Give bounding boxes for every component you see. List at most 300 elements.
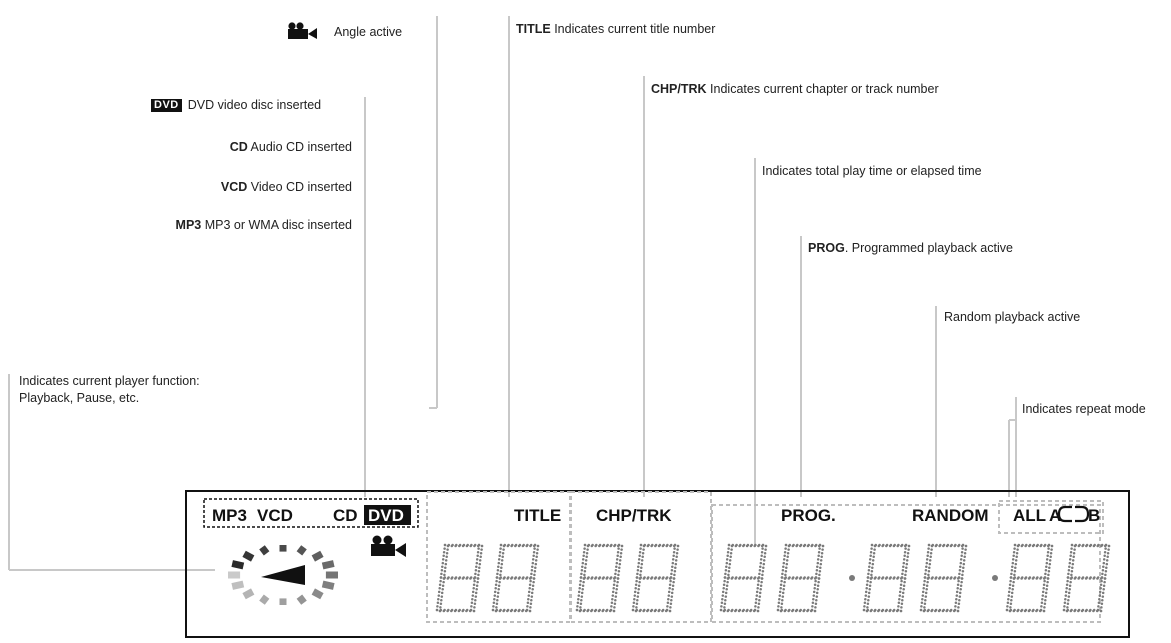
segment-dot [1100, 610, 1103, 613]
segment-dot [465, 610, 468, 613]
segment-dot [1092, 610, 1095, 613]
segment-dot [496, 573, 499, 576]
segment-dot [479, 556, 482, 559]
segment-dot [1051, 545, 1054, 548]
segment-dot [877, 577, 880, 580]
segment-dot [960, 581, 963, 584]
segment-dot [1024, 545, 1027, 548]
segment-dot [1039, 610, 1042, 613]
segment-dot [672, 562, 675, 565]
disc-ring-segment [299, 597, 304, 603]
segment-dot [1064, 598, 1067, 601]
segment-dot [640, 544, 643, 547]
segment-dot [734, 577, 737, 580]
segment-dot [958, 573, 961, 576]
segment-dot [897, 605, 900, 608]
segment-dot [780, 583, 783, 586]
segment-dot [1105, 544, 1108, 547]
segment-dot [476, 581, 479, 584]
segment-dot [935, 545, 938, 548]
segment-dot [731, 577, 734, 580]
segment-dot [927, 551, 930, 554]
segment-dot [1063, 605, 1066, 608]
segment-dot [498, 562, 501, 565]
segment-dot [1006, 605, 1009, 608]
segment-dot [881, 610, 884, 613]
segment-dot [727, 551, 730, 554]
segment-dot [792, 545, 795, 548]
segment-dot [784, 610, 787, 613]
segment-dot [605, 577, 608, 580]
segment-dot [958, 603, 961, 606]
segment-dot [817, 562, 820, 565]
segment-dot [583, 551, 586, 554]
segment-dot [1078, 545, 1081, 548]
segment-dot [522, 545, 525, 548]
segment-dot [617, 574, 620, 577]
segment-dot [1088, 610, 1091, 613]
segment-dot [1067, 603, 1070, 606]
segment-dot [815, 603, 818, 606]
segment-dot [872, 556, 875, 559]
segment-dot [1066, 583, 1069, 586]
segment-dot [675, 559, 678, 562]
segment-dot [925, 569, 928, 572]
segment-dot [583, 610, 586, 613]
segment-dot [462, 577, 465, 580]
segment-dot [636, 576, 639, 579]
segment-dot [1092, 577, 1095, 580]
segment-dot [614, 599, 617, 602]
segment-dot [673, 547, 676, 550]
segment-dot [1085, 545, 1088, 548]
segment-dot [959, 592, 962, 595]
segment-dot [803, 545, 806, 548]
segment-dot [1068, 588, 1071, 591]
segment-dot [672, 558, 675, 561]
segment-dot [867, 576, 870, 579]
segment-dot [957, 606, 960, 609]
segment-dot [958, 599, 961, 602]
random-callout-text: Random playback active [944, 310, 1081, 324]
segment-dot [761, 547, 764, 550]
segment-dot [476, 558, 479, 561]
segment-dot [873, 552, 876, 555]
segment-dot [529, 545, 532, 548]
segment-dot [647, 545, 650, 548]
segment-dot [1070, 551, 1073, 554]
segment-dot [729, 563, 732, 566]
segment-dot [615, 569, 618, 572]
segment-dot [578, 591, 581, 594]
segment-dot [728, 570, 731, 573]
segment-dot [1065, 587, 1068, 590]
segment-dot [594, 577, 597, 580]
segment-dot [535, 563, 538, 566]
segment-dot [533, 577, 536, 580]
segment-dot [640, 566, 643, 569]
segment-dot [960, 584, 963, 587]
segment-dot [726, 562, 729, 565]
segment-dot [1043, 610, 1046, 613]
segment-dot [440, 599, 443, 602]
segment-dot [819, 566, 822, 569]
segment-dot [813, 587, 816, 590]
segment-dot [787, 548, 790, 551]
segment-dot [497, 595, 500, 598]
segment-dot [668, 591, 671, 594]
segment-dot [533, 551, 536, 554]
segment-dot [442, 562, 445, 565]
segment-dot [871, 544, 874, 547]
segment-dot [892, 577, 895, 580]
camera-indicator-icon [371, 536, 406, 558]
segment-dot [758, 599, 761, 602]
segment-dot [817, 558, 820, 561]
segment-dot [535, 556, 538, 559]
segment-dot [502, 552, 505, 555]
segment-dot [760, 581, 763, 584]
segment-dot [1072, 556, 1075, 559]
segment-dot [1010, 599, 1013, 602]
segment-dot [783, 562, 786, 565]
segment-dot [1046, 581, 1049, 584]
segment-dot [461, 610, 464, 613]
segment-dot [529, 577, 532, 580]
segment-dot [722, 591, 725, 594]
digit-4 [720, 544, 768, 613]
segment-dot [612, 594, 615, 597]
segment-dot [1100, 545, 1103, 548]
segment-dot [454, 545, 457, 548]
segment-dot [782, 592, 785, 595]
segment-dot [735, 545, 738, 548]
title-callout-text: Indicates current title number [554, 22, 716, 36]
segment-dot [617, 547, 620, 550]
segment-dot [674, 566, 677, 569]
segment-dot [616, 581, 619, 584]
segment-dot [503, 577, 506, 580]
segment-dot [1107, 548, 1110, 551]
segment-dot [724, 603, 727, 606]
segment-dot [529, 606, 532, 609]
segment-dot [815, 599, 818, 602]
segment-dot [481, 545, 484, 548]
segment-dot [666, 605, 669, 608]
segment-dot [1035, 610, 1038, 613]
segment-dot [613, 545, 616, 548]
digit-8 [1006, 544, 1054, 613]
segment-dot [1081, 545, 1084, 548]
segment-dot [498, 555, 501, 558]
segment-dot [658, 545, 661, 548]
segment-dot [500, 570, 503, 573]
segment-dot [477, 574, 480, 577]
digit-0 [436, 544, 484, 613]
segment-dot [906, 559, 909, 562]
segment-dot [1011, 592, 1014, 595]
segment-dot [1010, 573, 1013, 576]
segment-dot [469, 545, 472, 548]
segment-dot [1068, 595, 1071, 598]
segment-dot [964, 552, 967, 555]
segment-dot [722, 587, 725, 590]
segment-dot [598, 610, 601, 613]
segment-dot [868, 569, 871, 572]
segment-dot [665, 577, 668, 580]
segment-dot [757, 577, 760, 580]
segment-dot [777, 609, 780, 612]
segment-dot [929, 559, 932, 562]
segment-dot [1045, 592, 1048, 595]
segment-dot [784, 577, 787, 580]
segment-dot [473, 545, 476, 548]
segment-dot [878, 545, 881, 548]
segment-dot [497, 565, 500, 568]
segment-dot [738, 577, 741, 580]
segment-dot [497, 569, 500, 572]
segment-dot [1011, 565, 1014, 568]
segment-dot [1044, 599, 1047, 602]
segment-dot [927, 610, 930, 613]
segment-dot [510, 577, 513, 580]
segment-dot [1028, 610, 1031, 613]
segment-dot [946, 545, 949, 548]
segment-dot [446, 548, 449, 551]
segment-dot [1081, 577, 1084, 580]
segment-dot [781, 599, 784, 602]
segment-dot [755, 598, 758, 601]
prog-callout-text: . Programmed playback active [844, 241, 1013, 255]
segment-dot [738, 545, 741, 548]
segment-dot [632, 609, 635, 612]
cd-indicator: CD [333, 506, 358, 525]
segment-dot [962, 566, 965, 569]
segment-dot [1074, 577, 1077, 580]
segment-dot [669, 577, 672, 580]
segment-dot [726, 584, 729, 587]
segment-dot [896, 577, 899, 580]
segment-dot [675, 563, 678, 566]
segment-dot [727, 610, 730, 613]
segment-dot [814, 580, 817, 583]
segment-dot [673, 574, 676, 577]
segment-dot [444, 570, 447, 573]
segment-dot [458, 610, 461, 613]
segment-dot [942, 577, 945, 580]
segment-dot [499, 574, 502, 577]
segment-dot [582, 584, 585, 587]
segment-dot [753, 545, 756, 548]
segment-digits [436, 544, 1111, 613]
segment-dot [901, 573, 904, 576]
segment-dot [814, 577, 817, 580]
segment-dot [1069, 584, 1072, 587]
segment-dot [620, 552, 623, 555]
segment-dot [786, 556, 789, 559]
segment-dot [581, 569, 584, 572]
segment-dot [923, 580, 926, 583]
segment-dot [902, 588, 905, 591]
segment-dot [583, 577, 586, 580]
segment-dot [758, 573, 761, 576]
repeat-callout-text: Indicates repeat mode [1022, 402, 1146, 416]
segment-dot [903, 555, 906, 558]
segment-dot [754, 605, 757, 608]
segment-dot [785, 570, 788, 573]
segment-dot [1104, 551, 1107, 554]
segment-dot [954, 605, 957, 608]
segment-dot [962, 570, 965, 573]
segment-dot [1067, 599, 1070, 602]
segment-dot [667, 602, 670, 605]
segment-dot [669, 606, 672, 609]
segment-dot [720, 609, 723, 612]
segment-dot [579, 610, 582, 613]
segment-dot [869, 562, 872, 565]
segment-dot [1006, 609, 1009, 612]
segment-dot [1081, 610, 1084, 613]
segment-dot [902, 565, 905, 568]
segment-dot [864, 598, 867, 601]
segment-dot [677, 545, 680, 548]
segment-dot [479, 563, 482, 566]
segment-dot [446, 610, 449, 613]
segment-dot [436, 605, 439, 608]
segment-dot [760, 584, 763, 587]
segment-dot [1102, 588, 1105, 591]
segment-dot [888, 610, 891, 613]
segment-dot [442, 581, 445, 584]
segment-dot [738, 610, 741, 613]
segment-dot [781, 576, 784, 579]
segment-dot [501, 563, 504, 566]
segment-dot [638, 558, 641, 561]
segment-dot [470, 605, 473, 608]
segment-dot [1104, 574, 1107, 577]
segment-dot [778, 602, 781, 605]
segment-dot [529, 583, 532, 586]
segment-dot [965, 545, 968, 548]
segment-dot [931, 545, 934, 548]
repeat-b-indicator: B [1088, 506, 1101, 525]
segment-dot [581, 592, 584, 595]
segment-dot [899, 591, 902, 594]
segment-dot [1103, 584, 1106, 587]
segment-dot [438, 594, 441, 597]
segment-dot [1041, 602, 1044, 605]
segment-dot [578, 594, 581, 597]
segment-dot [925, 592, 928, 595]
segment-dot [525, 610, 528, 613]
cd-callout-key: CD [229, 140, 248, 154]
segment-dot [956, 591, 959, 594]
segment-dot [727, 574, 730, 577]
segment-dot [820, 556, 823, 559]
segment-dot [905, 544, 908, 547]
segment-dot [1066, 610, 1069, 613]
segment-dot [1050, 548, 1053, 551]
segment-dot [532, 562, 535, 565]
segment-dot [672, 555, 675, 558]
segment-dot [1101, 599, 1104, 602]
segment-dot [899, 587, 902, 590]
segment-dot [949, 610, 952, 613]
segment-dot [755, 602, 758, 605]
segment-dot [617, 551, 620, 554]
segment-dot [580, 599, 583, 602]
segment-dot [499, 551, 502, 554]
segment-dot [534, 570, 537, 573]
segment-dot [806, 577, 809, 580]
segment-dot [477, 551, 480, 554]
segment-dot [724, 599, 727, 602]
segment-dot [670, 599, 673, 602]
segment-dot [731, 545, 734, 548]
segment-dot [1071, 566, 1074, 569]
segment-dot [619, 556, 622, 559]
segment-dot [601, 610, 604, 613]
segment-dot [1069, 558, 1072, 561]
vcd-indicator: VCD [257, 506, 293, 525]
segment-dot [441, 569, 444, 572]
segment-dot [885, 577, 888, 580]
segment-dot [905, 570, 908, 573]
segment-dot [517, 610, 520, 613]
segment-dot [723, 610, 726, 613]
segment-dot [923, 610, 926, 613]
segment-dot [938, 545, 941, 548]
segment-dot [810, 545, 813, 548]
time-colon-1 [992, 575, 998, 581]
segment-dot [749, 577, 752, 580]
segment-dot [436, 609, 439, 612]
segment-dot [528, 594, 531, 597]
segment-dot [930, 610, 933, 613]
segment-dot [657, 610, 660, 613]
segment-dot [641, 563, 644, 566]
segment-dot [955, 602, 958, 605]
segment-dot [726, 555, 729, 558]
segment-dot [498, 558, 501, 561]
segment-dot [870, 547, 873, 550]
segment-dot [903, 558, 906, 561]
segment-dot [594, 545, 597, 548]
segment-dot [786, 563, 789, 566]
segment-dot [612, 587, 615, 590]
segment-dot [579, 583, 582, 586]
time-callout-text: Indicates total play time or elapsed time [762, 164, 982, 178]
segment-dot [501, 559, 504, 562]
segment-dot [528, 591, 531, 594]
segment-dot [782, 595, 785, 598]
segment-dot [756, 587, 759, 590]
segment-dot [1035, 577, 1038, 580]
digit-5 [777, 544, 825, 613]
segment-dot [586, 548, 589, 551]
segment-dot [474, 573, 477, 576]
segment-dot [760, 558, 763, 561]
segment-dot [493, 602, 496, 605]
segment-dot [502, 548, 505, 551]
segment-dot [586, 552, 589, 555]
segment-dot [903, 584, 906, 587]
segment-dot [730, 610, 733, 613]
segment-dot [1013, 547, 1016, 550]
segment-dot [727, 577, 730, 580]
segment-dot [781, 603, 784, 606]
segment-dot [500, 566, 503, 569]
